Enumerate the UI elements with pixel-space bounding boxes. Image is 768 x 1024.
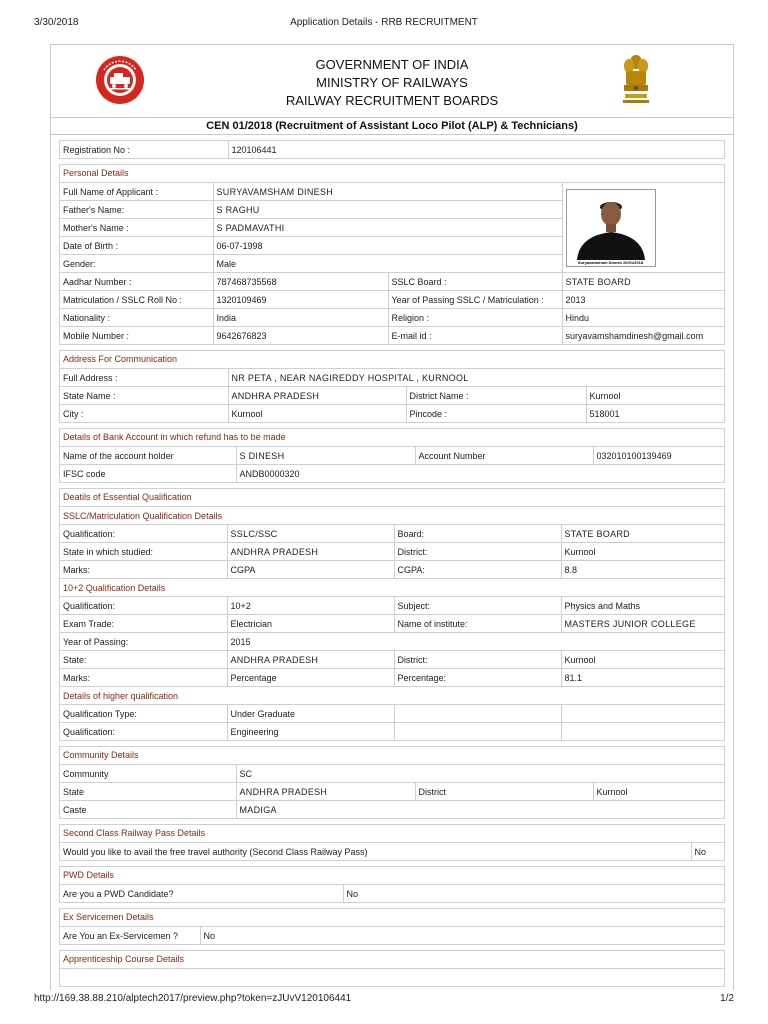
- field-label: District:: [394, 651, 561, 669]
- account-holder-value: S DINESH: [236, 447, 415, 465]
- registration-value: 120106441: [228, 141, 724, 158]
- field-label: Qualification:: [60, 723, 227, 741]
- hs-percentage-value: 81.1: [561, 669, 724, 687]
- subsection-heading: Details of higher qualification: [60, 687, 724, 705]
- header-line-government: GOVERNMENT OF INDIA: [315, 57, 469, 72]
- table-row: [60, 885, 724, 902]
- print-page-title: Application Details - RRB RECRUITMENT: [290, 17, 478, 28]
- pwd-answer: No: [343, 885, 724, 902]
- field-label: District Name :: [406, 387, 586, 405]
- section-heading: Ex Servicemen Details: [60, 909, 724, 927]
- bank-details-section: [59, 428, 725, 483]
- field-label: State in which studied:: [60, 543, 227, 561]
- father-name-value: S RAGHU: [213, 201, 562, 219]
- print-url: http://169.38.88.210/alptech2017/preview.php?token=zJUvV120106441: [34, 993, 352, 1004]
- hs-marks-value: Percentage: [227, 669, 394, 687]
- city-value: Kurnool: [228, 405, 406, 423]
- table-row: [60, 273, 724, 291]
- field-label: State Name :: [60, 387, 228, 405]
- field-label: SSLC Board :: [388, 273, 562, 291]
- personal-details-section: [59, 164, 725, 345]
- applicant-photo: [566, 189, 656, 267]
- table-row: [60, 369, 724, 387]
- qualification-section: [59, 488, 725, 741]
- field-label: Year of Passing:: [60, 633, 227, 651]
- table-row: [60, 387, 724, 405]
- photo-caption: Suryavamsham Dinesh 20/01/2018: [577, 259, 644, 265]
- empty-cell: [60, 969, 724, 986]
- community-state-value: ANDHRA PRADESH: [236, 783, 415, 801]
- field-label: District: [415, 783, 593, 801]
- field-label: Name of the account holder: [60, 447, 236, 465]
- field-label: Full Address :: [60, 369, 228, 387]
- table-row: [60, 597, 724, 615]
- table-row: [60, 543, 724, 561]
- nationality-value: India: [213, 309, 388, 327]
- field-label: Gender:: [60, 255, 213, 273]
- section-heading: Address For Communication: [60, 351, 724, 369]
- empty-cell: [561, 723, 724, 741]
- ex-servicemen-section: [59, 908, 725, 945]
- field-label: Qualification:: [60, 597, 227, 615]
- field-label: Date of Birth :: [60, 237, 213, 255]
- field-label: E-mail id :: [388, 327, 562, 345]
- table-row: [60, 141, 724, 158]
- community-value: SC: [236, 765, 724, 783]
- print-date: 3/30/2018: [34, 17, 79, 28]
- section-heading: Apprenticeship Course Details: [60, 951, 724, 969]
- hs-institute-value: MASTERS JUNIOR COLLEGE: [561, 615, 724, 633]
- field-label: Qualification Type:: [60, 705, 227, 723]
- person-photo-icon: [567, 190, 655, 260]
- table-row: [60, 843, 724, 860]
- empty-cell: [394, 723, 561, 741]
- field-label: CGPA:: [394, 561, 561, 579]
- section-heading: Second Class Railway Pass Details: [60, 825, 724, 843]
- pwd-section: [59, 866, 725, 903]
- apprenticeship-section: [59, 950, 725, 987]
- field-label: Community: [60, 765, 236, 783]
- hs-trade-value: Electrician: [227, 615, 394, 633]
- field-label: Mobile Number :: [60, 327, 213, 345]
- field-label: State: [60, 783, 236, 801]
- hs-qualification-value: 10+2: [227, 597, 394, 615]
- sslc-board-value: STATE BOARD: [562, 273, 724, 291]
- higher-qualification-value: Engineering: [227, 723, 394, 741]
- field-label: Full Name of Applicant :: [60, 183, 213, 201]
- table-row: [60, 969, 724, 986]
- higher-type-value: Under Graduate: [227, 705, 394, 723]
- table-row: [60, 927, 724, 944]
- registration-section: [59, 140, 725, 159]
- field-label: Year of Passing SSLC / Matriculation :: [388, 291, 562, 309]
- government-header: [51, 45, 733, 118]
- roll-number-value: 1320109469: [213, 291, 388, 309]
- sslc-marks-value: CGPA: [227, 561, 394, 579]
- field-label: Subject:: [394, 597, 561, 615]
- table-row: [60, 291, 724, 309]
- aadhar-value: 787468735568: [213, 273, 388, 291]
- field-label: District:: [394, 543, 561, 561]
- gender-value: Male: [213, 255, 562, 273]
- community-section: [59, 746, 725, 819]
- field-label: Religion :: [388, 309, 562, 327]
- field-label: Percentage:: [394, 669, 561, 687]
- sslc-cgpa-value: 8.8: [561, 561, 724, 579]
- section-heading: Personal Details: [60, 165, 724, 183]
- field-label: Board:: [394, 525, 561, 543]
- passing-year-value: 2013: [562, 291, 724, 309]
- mother-name-value: S PADMAVATHI: [213, 219, 562, 237]
- empty-cell: [394, 705, 561, 723]
- field-label: Caste: [60, 801, 236, 819]
- field-label: Exam Trade:: [60, 615, 227, 633]
- full-address-value: NR PETA , NEAR NAGIREDDY HOSPITAL , KURNOOL: [228, 369, 724, 387]
- table-row: [60, 525, 724, 543]
- pincode-value: 518001: [586, 405, 724, 423]
- field-label: IFSC code: [60, 465, 236, 483]
- field-label: Matriculation / SSLC Roll No :: [60, 291, 213, 309]
- railway-pass-section: [59, 824, 725, 861]
- field-label: Qualification:: [60, 525, 227, 543]
- field-label: State:: [60, 651, 227, 669]
- table-row: [60, 447, 724, 465]
- section-heading: Details of Bank Account in which refund has to be made: [60, 429, 724, 447]
- hs-year-value: 2015: [227, 633, 724, 651]
- recruitment-title: CEN 01/2018 (Recruitment of Assistant Loco Pilot (ALP) & Technicians): [51, 118, 733, 135]
- table-row: [60, 405, 724, 423]
- dob-value: 06-07-1998: [213, 237, 562, 255]
- field-label: Nationality :: [60, 309, 213, 327]
- pwd-question: Are you a PWD Candidate?: [60, 885, 343, 902]
- religion-value: Hindu: [562, 309, 724, 327]
- sslc-district-value: Kurnool: [561, 543, 724, 561]
- account-number-value: 032010100139469: [593, 447, 724, 465]
- hs-subject-value: Physics and Maths: [561, 597, 724, 615]
- table-row: [60, 783, 724, 801]
- header-line-boards: RAILWAY RECRUITMENT BOARDS: [285, 93, 499, 108]
- table-row: [60, 687, 724, 705]
- section-heading: Deatils of Essential Qualification: [60, 489, 724, 507]
- ex-servicemen-question: Are You an Ex-Servicemen ?: [60, 927, 200, 944]
- table-row: [60, 183, 724, 201]
- table-row: [60, 327, 724, 345]
- application-document: [50, 44, 734, 990]
- field-label: Pincode :: [406, 405, 586, 423]
- mobile-value: 9642676823: [213, 327, 388, 345]
- table-row: [60, 633, 724, 651]
- ifsc-value: ANDB0000320: [236, 465, 724, 483]
- table-row: [60, 309, 724, 327]
- empty-cell: [561, 705, 724, 723]
- section-heading: Community Details: [60, 747, 724, 765]
- table-row: [60, 561, 724, 579]
- district-value: Kurnool: [586, 387, 724, 405]
- table-row: [60, 765, 724, 783]
- field-label: Aadhar Number :: [60, 273, 213, 291]
- sslc-qualification-value: SSLC/SSC: [227, 525, 394, 543]
- table-row: [60, 669, 724, 687]
- table-row: [60, 579, 724, 597]
- page-number: 1/2: [720, 993, 734, 1004]
- community-district-value: Kurnool: [593, 783, 724, 801]
- railway-pass-answer: No: [691, 843, 724, 860]
- field-label: City :: [60, 405, 228, 423]
- field-label: Marks:: [60, 669, 227, 687]
- header-line-ministry: MINISTRY OF RAILWAYS: [316, 75, 468, 90]
- hs-district-value: Kurnool: [561, 651, 724, 669]
- field-label: Father's Name:: [60, 201, 213, 219]
- registration-label: Registration No :: [60, 141, 228, 158]
- sslc-state-value: ANDHRA PRADESH: [227, 543, 394, 561]
- ex-servicemen-answer: No: [200, 927, 724, 944]
- state-value: ANDHRA PRADESH: [228, 387, 406, 405]
- field-label: Account Number: [415, 447, 593, 465]
- table-row: [60, 651, 724, 669]
- table-row: [60, 801, 724, 819]
- section-heading: PWD Details: [60, 867, 724, 885]
- subsection-heading: 10+2 Qualification Details: [60, 579, 724, 597]
- email-value: suryavamshamdinesh@gmail.com: [562, 327, 724, 345]
- caste-value: MADIGA: [236, 801, 724, 819]
- subsection-heading: SSLC/Matriculation Qualification Details: [60, 507, 724, 525]
- address-section: [59, 350, 725, 423]
- field-label: Marks:: [60, 561, 227, 579]
- field-label: Name of institute:: [394, 615, 561, 633]
- table-row: [60, 615, 724, 633]
- railway-pass-question: Would you like to avail the free travel authority (Second Class Railway Pass): [60, 843, 691, 860]
- print-header: [34, 17, 734, 29]
- applicant-name-value: SURYAVAMSHAM DINESH: [213, 183, 562, 201]
- hs-state-value: ANDHRA PRADESH: [227, 651, 394, 669]
- print-footer: [34, 993, 734, 1005]
- table-row: [60, 507, 724, 525]
- ashoka-emblem-icon: [619, 52, 653, 108]
- table-row: [60, 723, 724, 741]
- table-row: [60, 465, 724, 483]
- table-row: [60, 705, 724, 723]
- photo-cell: [562, 183, 724, 273]
- field-label: Mother's Name :: [60, 219, 213, 237]
- sslc-board-value: STATE BOARD: [561, 525, 724, 543]
